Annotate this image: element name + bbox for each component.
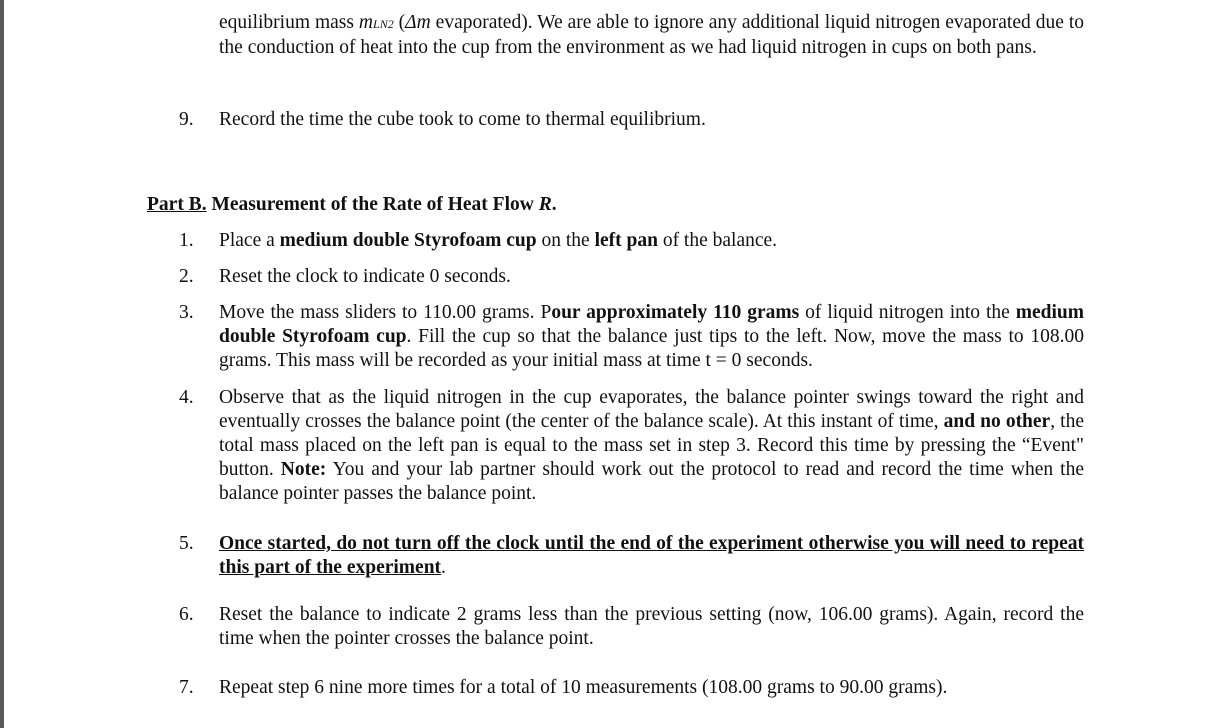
intro-paragraph — [219, 11, 1084, 60]
part-b-symbol: R — [538, 194, 552, 215]
step-1-text: Place a medium double Styrofoam cup on the left pan of the balance. — [219, 230, 778, 251]
step-5-text: Once started, do not turn off the clock until the end of the experiment otherwise you will need to repeat this part of the experiment. — [219, 533, 1084, 578]
mass-subscript: LN2 — [373, 17, 394, 31]
step-1-number: 1. — [179, 230, 194, 251]
delta-m-symbol: Δm — [405, 12, 431, 33]
step-9-text: Record the time the cube took to come to thermal equilibrium. — [219, 109, 706, 130]
step-4-text: Observe that as the liquid nitrogen in the cup evaporates, the balance pointer swings toward the right and eventually crosses the balance point (the center of the balance scale). At this instant of time, and no other, the total mass placed on the left pan is equal to the mass set in step 3. Record this time by pressing the “Event" button. Note: You and your lab partner should work out the protocol to read and record the time when the balance pointer passes the balance point. — [219, 387, 1085, 504]
part-b-period: . — [551, 194, 557, 215]
part-b-heading — [147, 193, 557, 217]
step-6-number: 6. — [179, 604, 194, 625]
intro-text-1: equilibrium mass — [219, 12, 359, 33]
step-4-number: 4. — [179, 387, 194, 408]
step-7-number: 7. — [179, 677, 194, 698]
step-6-text: Reset the balance to indicate 2 grams less than the previous setting (now, 106.00 grams). Again, record the time when the pointer crosses the balance point. — [219, 604, 1084, 649]
step-9-number: 9. — [179, 109, 194, 130]
step-3-text: Move the mass sliders to 110.00 grams. Pour approximately 110 grams of liquid nitrogen into the medium double Styrofoam cup. Fill the cup so that the balance just tips to the left. Now, move the mass to 108.00 grams. This mass will be recorded as your initial mass at time t = 0 seconds. — [219, 302, 1085, 371]
step-3-number: 3. — [179, 302, 194, 323]
part-b-label: Part B. — [147, 194, 207, 215]
step-7-text: Repeat step 6 nine more times for a total of 10 measurements (108.00 grams to 90.00 grams). — [219, 677, 948, 698]
step-2-text: Reset the clock to indicate 0 seconds. — [219, 266, 511, 287]
intro-text-2: ( — [393, 12, 406, 33]
mass-symbol: m — [358, 12, 374, 33]
intro-text-3: evaporated). We are able to ignore any additional liquid nitrogen evaporated due to the conduction of heat into the cup from the environment as we had liquid nitrogen in cups on both pans. — [219, 12, 1084, 58]
step-2-number: 2. — [179, 266, 194, 287]
part-b-title: Measurement of the Rate of Heat Flow — [206, 194, 539, 215]
step-5-number: 5. — [179, 533, 194, 554]
